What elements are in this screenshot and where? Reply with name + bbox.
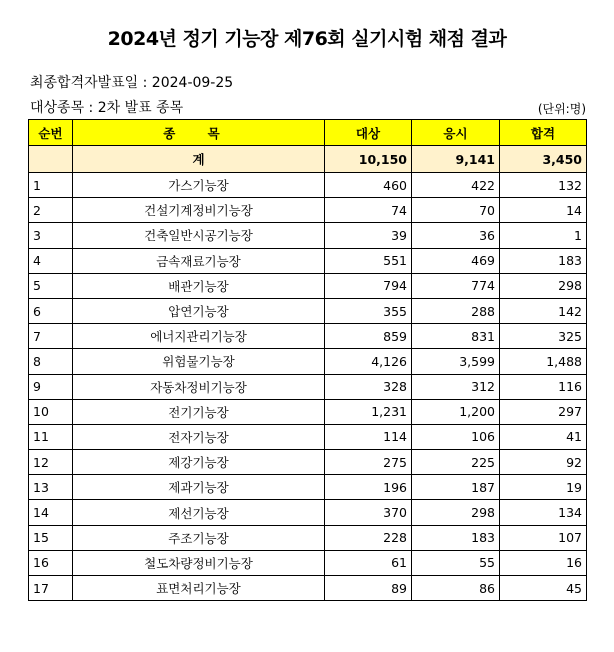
row-name: 건설기계정비기능장 — [73, 198, 325, 223]
row-no: 6 — [29, 298, 73, 323]
row-target: 460 — [325, 173, 412, 198]
row-name: 자동차정비기능장 — [73, 374, 325, 399]
row-name: 가스기능장 — [73, 173, 325, 198]
row-target: 196 — [325, 475, 412, 500]
row-no: 14 — [29, 500, 73, 525]
row-applied: 312 — [412, 374, 500, 399]
row-target: 275 — [325, 450, 412, 475]
row-passed: 298 — [500, 273, 587, 298]
results-table — [28, 119, 587, 601]
row-applied: 288 — [412, 298, 500, 323]
row-no: 17 — [29, 576, 73, 601]
row-passed: 19 — [500, 475, 587, 500]
table-row — [29, 500, 587, 525]
table-row — [29, 450, 587, 475]
table-row — [29, 223, 587, 248]
header-applied: 응시 — [412, 120, 500, 146]
target-category: 대상종목 : 2차 발표 종목 — [30, 100, 184, 116]
row-no: 4 — [29, 248, 73, 273]
row-passed: 134 — [500, 500, 587, 525]
table-row — [29, 349, 587, 374]
row-no: 5 — [29, 273, 73, 298]
row-target: 39 — [325, 223, 412, 248]
table-row — [29, 173, 587, 198]
table-row — [29, 525, 587, 550]
table-row — [29, 399, 587, 424]
row-name: 제선기능장 — [73, 500, 325, 525]
table-row — [29, 424, 587, 449]
row-applied: 469 — [412, 248, 500, 273]
row-no: 2 — [29, 198, 73, 223]
total-passed: 3,450 — [500, 146, 587, 173]
row-no: 10 — [29, 399, 73, 424]
row-target: 114 — [325, 424, 412, 449]
row-applied: 298 — [412, 500, 500, 525]
row-name: 표면처리기능장 — [73, 576, 325, 601]
row-no: 12 — [29, 450, 73, 475]
row-name: 제과기능장 — [73, 475, 325, 500]
row-no: 13 — [29, 475, 73, 500]
row-no: 9 — [29, 374, 73, 399]
row-target: 4,126 — [325, 349, 412, 374]
row-applied: 106 — [412, 424, 500, 449]
header-name: 종 목 — [73, 120, 325, 146]
row-target: 794 — [325, 273, 412, 298]
row-no: 15 — [29, 525, 73, 550]
row-passed: 297 — [500, 399, 587, 424]
table-row — [29, 324, 587, 349]
row-passed: 16 — [500, 550, 587, 575]
total-applied: 9,141 — [412, 146, 500, 173]
row-applied: 187 — [412, 475, 500, 500]
row-passed: 14 — [500, 198, 587, 223]
unit-label: (단위:명) — [537, 102, 586, 116]
total-no — [29, 146, 73, 173]
row-applied: 70 — [412, 198, 500, 223]
row-no: 1 — [29, 173, 73, 198]
row-passed: 107 — [500, 525, 587, 550]
row-applied: 86 — [412, 576, 500, 601]
table-header-row — [29, 120, 587, 146]
table-row — [29, 198, 587, 223]
total-label: 계 — [73, 146, 325, 173]
row-applied: 831 — [412, 324, 500, 349]
row-passed: 1 — [500, 223, 587, 248]
table-row — [29, 273, 587, 298]
row-name: 압연기능장 — [73, 298, 325, 323]
table-row — [29, 576, 587, 601]
table-row — [29, 248, 587, 273]
row-no: 11 — [29, 424, 73, 449]
row-no: 8 — [29, 349, 73, 374]
row-passed: 45 — [500, 576, 587, 601]
row-no: 7 — [29, 324, 73, 349]
row-applied: 774 — [412, 273, 500, 298]
announce-date: 최종합격자발표일 : 2024-09-25 — [30, 75, 234, 91]
row-no: 16 — [29, 550, 73, 575]
row-target: 328 — [325, 374, 412, 399]
row-passed: 325 — [500, 324, 587, 349]
table-row — [29, 298, 587, 323]
row-target: 74 — [325, 198, 412, 223]
row-passed: 183 — [500, 248, 587, 273]
row-applied: 1,200 — [412, 399, 500, 424]
row-applied: 36 — [412, 223, 500, 248]
row-target: 551 — [325, 248, 412, 273]
row-passed: 1,488 — [500, 349, 587, 374]
row-target: 355 — [325, 298, 412, 323]
row-target: 89 — [325, 576, 412, 601]
row-passed: 132 — [500, 173, 587, 198]
row-name: 위험물기능장 — [73, 349, 325, 374]
row-name: 철도차량정비기능장 — [73, 550, 325, 575]
row-applied: 183 — [412, 525, 500, 550]
row-applied: 3,599 — [412, 349, 500, 374]
row-target: 228 — [325, 525, 412, 550]
row-passed: 142 — [500, 298, 587, 323]
total-target: 10,150 — [325, 146, 412, 173]
row-name: 주조기능장 — [73, 525, 325, 550]
header-no: 순번 — [29, 120, 73, 146]
row-name: 전기기능장 — [73, 399, 325, 424]
page-title: 2024년 정기 기능장 제76회 실기시험 채점 결과 — [107, 28, 507, 50]
row-passed: 92 — [500, 450, 587, 475]
header-passed: 합격 — [500, 120, 587, 146]
table-row — [29, 374, 587, 399]
row-applied: 225 — [412, 450, 500, 475]
row-passed: 41 — [500, 424, 587, 449]
row-target: 370 — [325, 500, 412, 525]
row-applied: 422 — [412, 173, 500, 198]
header-target: 대상 — [325, 120, 412, 146]
table-row — [29, 475, 587, 500]
row-name: 에너지관리기능장 — [73, 324, 325, 349]
row-name: 금속재료기능장 — [73, 248, 325, 273]
row-passed: 116 — [500, 374, 587, 399]
row-name: 건축일반시공기능장 — [73, 223, 325, 248]
row-target: 1,231 — [325, 399, 412, 424]
row-no: 3 — [29, 223, 73, 248]
row-applied: 55 — [412, 550, 500, 575]
row-target: 859 — [325, 324, 412, 349]
row-name: 제강기능장 — [73, 450, 325, 475]
total-row — [29, 146, 587, 173]
table-row — [29, 550, 587, 575]
row-name: 배관기능장 — [73, 273, 325, 298]
row-target: 61 — [325, 550, 412, 575]
row-name: 전자기능장 — [73, 424, 325, 449]
